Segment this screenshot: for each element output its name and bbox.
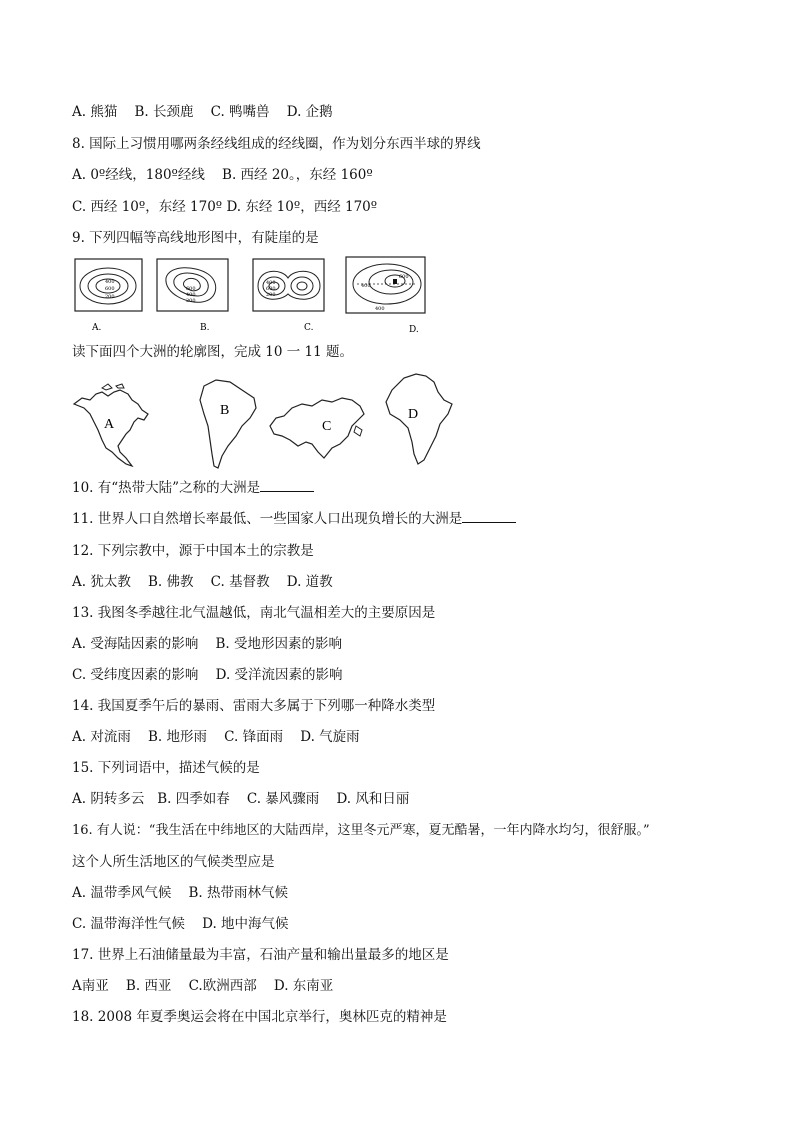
- question-14: 14. 我国夏季午后的暴雨、雷雨大多属于下列哪一种降水类型: [72, 698, 436, 714]
- contour-label: 400: [375, 306, 385, 312]
- answer-blank: [260, 479, 314, 492]
- q8-options-1: A. 0º经线，180º经线 B. 西经 20。，东经 160º: [72, 167, 373, 183]
- question-11: 11. 世界人口自然增长率最低、一些国家人口出现负增长的大洲是: [72, 510, 516, 528]
- continent-b-outline: [196, 376, 260, 474]
- question-10: 10. 有“热带大陆”之称的大洲是: [72, 479, 314, 497]
- q16-options-1: A. 温带季风气候 B. 热带雨林气候: [72, 885, 288, 901]
- q15-options: A. 阴转多云 B. 四季如春 C. 暴风骤雨 D. 风和日丽: [72, 791, 410, 807]
- q13-options-1: A. 受海陆因素的影响 B. 受地形因素的影响: [72, 636, 342, 652]
- contour-map-d: [345, 256, 427, 338]
- continent-a-outline: [72, 378, 158, 470]
- contour-label: 200: [105, 294, 115, 300]
- contour-label: 600: [186, 286, 196, 292]
- contour-label: 200: [186, 298, 196, 304]
- question-16-line-2: 这个人所生活地区的气候类型应是: [72, 854, 275, 870]
- continent-label-a: A: [104, 417, 115, 432]
- contour-caption-b: B.: [200, 323, 210, 333]
- contour-label: 400: [361, 283, 371, 289]
- contour-label: 600: [266, 286, 276, 292]
- q16-options-2: C. 温带海洋性气候 D. 地中海气候: [72, 916, 289, 932]
- question-16-line-1: 16. 有人说：“我生活在中纬地区的大陆西岸，这里冬元严寒，夏无酷暑，一年内降水均匀，很舒服。”: [72, 823, 650, 838]
- contour-map-b: [156, 258, 230, 338]
- question-8: 8. 国际上习惯用哪两条经线组成的经线圈，作为划分东西半球的界线: [72, 136, 481, 152]
- contour-caption-d: D.: [409, 325, 419, 335]
- continent-label-d: D: [408, 407, 419, 422]
- question-17: 17. 世界上石油储量最为丰富，石油产量和输出量最多的地区是: [72, 947, 449, 963]
- contour-map-c: [252, 258, 326, 338]
- q8-options-2: C. 西经 10º，东经 170º D. 东经 10º，西经 170º: [72, 199, 378, 215]
- contour-label: 400: [105, 279, 115, 285]
- question-18: 18. 2008 年夏季奥运会将在中国北京举行，奥林匹克的精神是: [72, 1009, 447, 1025]
- contour-map-a: [74, 258, 144, 338]
- contour-label: 600: [105, 286, 115, 292]
- question-13: 13. 我图冬季越往北气温越低，南北气温相差大的主要原因是: [72, 605, 436, 621]
- question-15: 15. 下列词语中，描述气候的是: [72, 760, 260, 776]
- q14-options: A. 对流雨 B. 地形雨 C. 锋面雨 D. 气旋雨: [72, 729, 360, 745]
- contour-label: 400: [186, 292, 196, 298]
- question-12: 12. 下列宗教中，源于中国本土的宗教是: [72, 543, 314, 559]
- question-9: 9. 下列四幅等高线地形图中，有陡崖的是: [72, 230, 319, 246]
- continent-label-b: B: [220, 403, 230, 418]
- q12-options: A. 犹太教 B. 佛教 C. 基督教 D. 道教: [72, 574, 333, 590]
- contour-label: 600: [399, 274, 409, 280]
- continent-label-c: C: [322, 419, 332, 434]
- answer-blank: [462, 510, 516, 523]
- q17-options: A南亚 B. 西亚 C.欧洲西部 D. 东南亚: [72, 978, 334, 994]
- q7-options: A. 熊猫 B. 长颈鹿 C. 鸭嘴兽 D. 企鹅: [72, 104, 333, 120]
- contour-caption-c: C.: [304, 323, 314, 333]
- q13-options-2: C. 受纬度因素的影响 D. 受洋流因素的影响: [72, 667, 343, 683]
- contour-label: 400: [266, 280, 276, 286]
- contour-label: 200: [266, 292, 276, 298]
- contour-caption-a: A.: [92, 323, 102, 333]
- continent-c-outline: [266, 386, 370, 464]
- reading-intro: 读下面四个大洲的轮廓图，完成 10 一 11 题。: [72, 344, 354, 360]
- continent-d-outline: [382, 368, 456, 470]
